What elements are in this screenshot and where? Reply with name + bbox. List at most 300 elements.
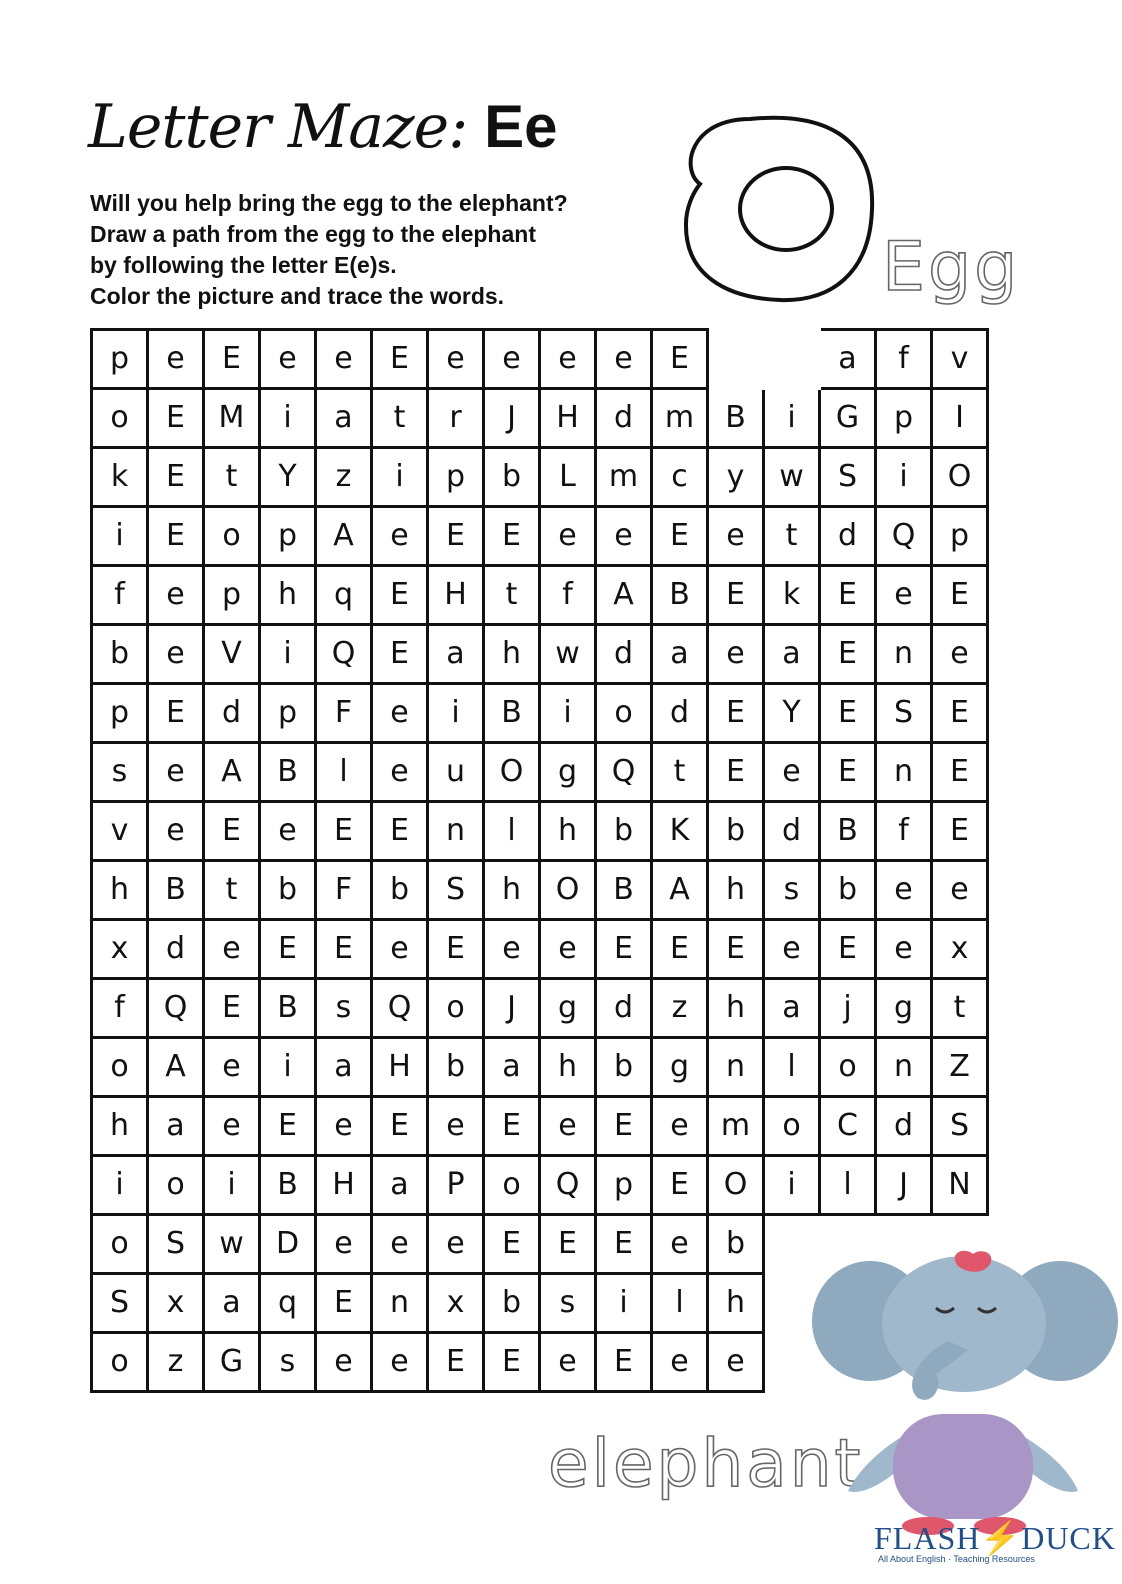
maze-cell[interactable]: J [484, 389, 540, 448]
maze-cell[interactable]: a [652, 625, 708, 684]
maze-cell[interactable]: E [484, 507, 540, 566]
maze-cell[interactable]: E [148, 448, 204, 507]
maze-cell[interactable]: e [372, 743, 428, 802]
maze-cell[interactable]: F [316, 684, 372, 743]
title-letter: Ee [484, 93, 558, 160]
maze-cell[interactable]: h [708, 1274, 764, 1333]
maze-cell[interactable]: E [932, 684, 988, 743]
maze-cell[interactable]: e [372, 684, 428, 743]
elephant-illustration [808, 1246, 1118, 1536]
maze-cell[interactable]: z [148, 1333, 204, 1392]
maze-cell[interactable]: e [764, 920, 820, 979]
maze-cell[interactable]: E [372, 802, 428, 861]
maze-cell[interactable]: o [596, 684, 652, 743]
maze-cell[interactable]: E [708, 566, 764, 625]
maze-cell[interactable]: S [820, 448, 876, 507]
maze-cell[interactable]: l [764, 1038, 820, 1097]
maze-cell[interactable]: S [428, 861, 484, 920]
maze-cell[interactable]: a [484, 1038, 540, 1097]
maze-cell[interactable]: p [876, 389, 932, 448]
maze-cell[interactable]: e [316, 330, 372, 389]
maze-cell[interactable]: p [932, 507, 988, 566]
maze-cell[interactable]: n [708, 1038, 764, 1097]
maze-cell[interactable]: e [876, 566, 932, 625]
maze-cell[interactable]: V [204, 625, 260, 684]
maze-cell[interactable]: G [820, 389, 876, 448]
maze-cell[interactable]: H [428, 566, 484, 625]
maze-cell[interactable]: t [764, 507, 820, 566]
maze-cell[interactable]: E [204, 802, 260, 861]
maze-cell[interactable]: e [484, 330, 540, 389]
maze-cell[interactable]: E [372, 1097, 428, 1156]
maze-cell[interactable]: a [428, 625, 484, 684]
maze-cell[interactable]: e [540, 920, 596, 979]
maze-cell[interactable]: r [428, 389, 484, 448]
maze-cell[interactable]: e [372, 1215, 428, 1274]
maze-cell[interactable]: p [596, 1156, 652, 1215]
maze-cell[interactable]: x [92, 920, 148, 979]
maze-cell[interactable]: e [260, 802, 316, 861]
maze-cell[interactable]: a [316, 389, 372, 448]
maze-cell[interactable]: H [540, 389, 596, 448]
maze-cell[interactable]: e [540, 1097, 596, 1156]
maze-cell[interactable]: E [316, 802, 372, 861]
maze-cell[interactable]: e [540, 507, 596, 566]
maze-cell[interactable]: e [708, 507, 764, 566]
maze-row [92, 1038, 988, 1097]
maze-cell[interactable]: A [204, 743, 260, 802]
maze-cell[interactable]: h [484, 625, 540, 684]
maze-cell[interactable]: i [92, 507, 148, 566]
maze-cell[interactable]: l [652, 1274, 708, 1333]
maze-cell[interactable]: i [372, 448, 428, 507]
maze-cell[interactable]: e [204, 1097, 260, 1156]
logo-tagline: All About English · Teaching Resources [878, 1554, 1035, 1564]
maze-cell[interactable]: E [484, 1333, 540, 1392]
maze-cell[interactable]: E [596, 1333, 652, 1392]
maze-cell[interactable]: Q [148, 979, 204, 1038]
maze-cell[interactable]: J [876, 1156, 932, 1215]
maze-cell[interactable]: t [204, 448, 260, 507]
maze-cell[interactable]: E [652, 330, 708, 389]
maze-cell[interactable]: x [148, 1274, 204, 1333]
maze-cell[interactable]: E [596, 1097, 652, 1156]
maze-cell[interactable]: v [932, 330, 988, 389]
maze-cell[interactable]: p [428, 448, 484, 507]
elephant-shirt [893, 1414, 1033, 1519]
page-title [88, 90, 557, 164]
instruction-line: Draw a path from the egg to the elephant [90, 221, 536, 247]
maze-cell[interactable]: a [764, 979, 820, 1038]
maze-cell[interactable]: I [932, 389, 988, 448]
maze-cell[interactable]: J [484, 979, 540, 1038]
maze-cell[interactable]: k [92, 448, 148, 507]
maze-cell[interactable]: E [820, 920, 876, 979]
instruction-line: Will you help bring the egg to the elephant? [90, 190, 568, 216]
maze-cell[interactable]: L [540, 448, 596, 507]
maze-cell[interactable]: Q [316, 625, 372, 684]
maze-cell[interactable]: z [652, 979, 708, 1038]
maze-cell[interactable]: e [932, 861, 988, 920]
maze-cell[interactable]: m [708, 1097, 764, 1156]
maze-cell[interactable]: B [820, 802, 876, 861]
maze-cell[interactable]: d [876, 1097, 932, 1156]
maze-cell[interactable]: k [764, 566, 820, 625]
maze-cell[interactable]: E [204, 330, 260, 389]
maze-cell[interactable]: i [260, 625, 316, 684]
maze-cell[interactable]: e [204, 1038, 260, 1097]
maze-cell[interactable]: e [484, 920, 540, 979]
maze-cell[interactable]: x [428, 1274, 484, 1333]
maze-cell[interactable]: b [92, 625, 148, 684]
maze-cell[interactable]: g [652, 1038, 708, 1097]
maze-cell[interactable]: e [596, 507, 652, 566]
maze-cell[interactable]: o [204, 507, 260, 566]
maze-cell[interactable]: e [428, 330, 484, 389]
maze-cell[interactable]: e [540, 1333, 596, 1392]
maze-cell[interactable]: t [484, 566, 540, 625]
maze-cell[interactable]: f [876, 802, 932, 861]
maze-cell[interactable]: q [260, 1274, 316, 1333]
maze-cell[interactable]: h [260, 566, 316, 625]
maze-cell[interactable]: e [260, 330, 316, 389]
maze-cell[interactable]: b [596, 1038, 652, 1097]
maze-cell[interactable]: E [820, 684, 876, 743]
maze-cell[interactable]: E [372, 330, 428, 389]
maze-cell[interactable]: Q [540, 1156, 596, 1215]
maze-cell[interactable]: b [428, 1038, 484, 1097]
maze-cell[interactable]: e [540, 330, 596, 389]
maze-cell[interactable]: b [484, 448, 540, 507]
maze-cell[interactable]: B [708, 389, 764, 448]
maze-cell[interactable]: E [260, 920, 316, 979]
logo-right: DUCK [1021, 1520, 1116, 1556]
maze-cell[interactable]: E [932, 743, 988, 802]
maze-cell[interactable]: o [92, 1038, 148, 1097]
maze-cell[interactable]: i [92, 1156, 148, 1215]
maze-cell[interactable]: E [932, 802, 988, 861]
maze-cell[interactable]: h [540, 1038, 596, 1097]
maze-cell[interactable]: E [652, 1156, 708, 1215]
maze-cell[interactable]: b [708, 802, 764, 861]
maze-cell[interactable]: S [92, 1274, 148, 1333]
maze-cell[interactable]: o [820, 1038, 876, 1097]
maze-cell[interactable]: Q [596, 743, 652, 802]
maze-cell[interactable]: C [820, 1097, 876, 1156]
maze-cell[interactable]: D [260, 1215, 316, 1274]
maze-cell[interactable]: s [540, 1274, 596, 1333]
maze-cell[interactable]: i [876, 448, 932, 507]
maze-cell[interactable]: F [316, 861, 372, 920]
maze-cell[interactable]: o [764, 1097, 820, 1156]
maze-cell[interactable]: h [92, 1097, 148, 1156]
maze-cell[interactable]: o [92, 1215, 148, 1274]
maze-cell[interactable]: e [316, 1333, 372, 1392]
maze-cell[interactable]: K [652, 802, 708, 861]
maze-cell[interactable]: g [876, 979, 932, 1038]
maze-cell[interactable]: m [652, 389, 708, 448]
maze-cell[interactable]: e [876, 861, 932, 920]
maze-row [92, 684, 988, 743]
maze-cell[interactable]: b [484, 1274, 540, 1333]
maze-cell[interactable]: y [708, 448, 764, 507]
maze-cell[interactable]: j [820, 979, 876, 1038]
maze-cell[interactable]: t [204, 861, 260, 920]
maze-cell[interactable]: g [540, 979, 596, 1038]
maze-cell[interactable]: E [316, 920, 372, 979]
maze-cell[interactable]: h [540, 802, 596, 861]
maze-cell[interactable]: H [372, 1038, 428, 1097]
maze-cell[interactable]: d [596, 625, 652, 684]
maze-cell[interactable]: n [876, 743, 932, 802]
maze-cell[interactable]: t [372, 389, 428, 448]
maze-cell[interactable]: a [316, 1038, 372, 1097]
maze-cell[interactable]: E [596, 1215, 652, 1274]
maze-cell[interactable]: A [652, 861, 708, 920]
maze-cell[interactable]: d [596, 979, 652, 1038]
maze-cell[interactable]: P [428, 1156, 484, 1215]
maze-row [92, 743, 988, 802]
maze-cell[interactable]: p [204, 566, 260, 625]
maze-cell[interactable]: S [876, 684, 932, 743]
maze-cell[interactable]: e [148, 566, 204, 625]
maze-cell[interactable]: a [764, 625, 820, 684]
maze-cell[interactable]: d [204, 684, 260, 743]
maze-cell[interactable]: O [932, 448, 988, 507]
maze-cell[interactable]: n [876, 625, 932, 684]
maze-cell[interactable]: E [428, 507, 484, 566]
maze-cell[interactable]: B [596, 861, 652, 920]
logo-wordmark [874, 1520, 1116, 1556]
maze-cell[interactable]: b [596, 802, 652, 861]
maze-cell[interactable]: f [876, 330, 932, 389]
maze-cell[interactable]: d [148, 920, 204, 979]
maze-cell[interactable]: O [708, 1156, 764, 1215]
maze-cell[interactable]: o [92, 389, 148, 448]
maze-cell[interactable]: m [596, 448, 652, 507]
maze-cell[interactable]: e [764, 743, 820, 802]
maze-cell[interactable]: E [708, 743, 764, 802]
maze-cell[interactable]: f [540, 566, 596, 625]
maze-cell[interactable]: e [596, 330, 652, 389]
maze-cell[interactable]: e [372, 1333, 428, 1392]
maze-cell[interactable]: s [764, 861, 820, 920]
maze-cell[interactable]: w [540, 625, 596, 684]
maze-cell[interactable]: M [204, 389, 260, 448]
maze-cell[interactable]: p [260, 684, 316, 743]
maze-row [92, 1156, 988, 1215]
maze-cell[interactable]: b [372, 861, 428, 920]
maze-cell[interactable]: e [708, 1333, 764, 1392]
maze-cell[interactable]: p [92, 330, 148, 389]
maze-cell[interactable]: e [652, 1215, 708, 1274]
elephant-head [882, 1256, 1046, 1392]
maze-cell[interactable]: a [820, 330, 876, 389]
maze-cell[interactable]: q [316, 566, 372, 625]
maze-cell[interactable]: B [260, 1156, 316, 1215]
maze-cell[interactable]: e [204, 920, 260, 979]
maze-cell[interactable]: A [316, 507, 372, 566]
maze-cell[interactable]: S [148, 1215, 204, 1274]
maze-cell[interactable]: E [820, 625, 876, 684]
maze-row [92, 861, 988, 920]
maze-cell[interactable]: i [540, 684, 596, 743]
maze-cell[interactable]: E [652, 507, 708, 566]
maze-cell[interactable]: n [372, 1274, 428, 1333]
maze-cell[interactable]: b [260, 861, 316, 920]
maze-cell[interactable]: l [316, 743, 372, 802]
maze-cell[interactable]: f [92, 979, 148, 1038]
maze-cell[interactable]: E [260, 1097, 316, 1156]
maze-cell[interactable]: A [148, 1038, 204, 1097]
maze-cell[interactable]: B [260, 979, 316, 1038]
maze-cell[interactable]: E [708, 920, 764, 979]
maze-cell[interactable]: i [764, 1156, 820, 1215]
maze-cell[interactable]: E [596, 920, 652, 979]
maze-cell[interactable]: i [204, 1156, 260, 1215]
maze-row [92, 566, 988, 625]
maze-cell[interactable]: A [596, 566, 652, 625]
maze-cell[interactable]: E [204, 979, 260, 1038]
maze-cell[interactable]: i [260, 389, 316, 448]
maze-row [92, 802, 988, 861]
egg-trace-word[interactable]: Egg [882, 228, 1021, 307]
maze-cell[interactable]: a [148, 1097, 204, 1156]
maze-cell[interactable]: e [876, 920, 932, 979]
maze-cell[interactable]: a [372, 1156, 428, 1215]
letter-maze-grid[interactable] [90, 328, 989, 1393]
maze-cell[interactable]: e [148, 743, 204, 802]
maze-cell[interactable]: d [652, 684, 708, 743]
maze-cell[interactable]: o [484, 1156, 540, 1215]
maze-cell[interactable]: e [372, 920, 428, 979]
maze-cell[interactable]: f [92, 566, 148, 625]
title-main: Letter Maze: [88, 92, 468, 162]
maze-cell[interactable]: d [596, 389, 652, 448]
maze-cell[interactable]: e [652, 1333, 708, 1392]
maze-cell[interactable]: s [260, 1333, 316, 1392]
maze-cell[interactable]: E [484, 1215, 540, 1274]
maze-cell[interactable]: O [484, 743, 540, 802]
maze-cell[interactable]: h [484, 861, 540, 920]
maze-cell[interactable]: c [652, 448, 708, 507]
maze-cell[interactable]: H [316, 1156, 372, 1215]
maze-cell[interactable]: w [204, 1215, 260, 1274]
maze-cell[interactable]: u [428, 743, 484, 802]
maze-cell[interactable]: l [484, 802, 540, 861]
maze-cell[interactable]: E [540, 1215, 596, 1274]
maze-cell[interactable]: e [148, 625, 204, 684]
maze-cell[interactable]: g [540, 743, 596, 802]
instructions [90, 188, 568, 312]
maze-cell[interactable]: p [92, 684, 148, 743]
maze-cell[interactable]: e [428, 1215, 484, 1274]
maze-cell[interactable]: S [932, 1097, 988, 1156]
maze-cell[interactable]: i [260, 1038, 316, 1097]
maze-cell[interactable]: B [148, 861, 204, 920]
maze-cell[interactable]: e [708, 625, 764, 684]
maze-cell[interactable]: w [764, 448, 820, 507]
maze-cell[interactable]: E [372, 625, 428, 684]
maze-row [92, 625, 988, 684]
maze-cell[interactable]: E [148, 507, 204, 566]
maze-cell[interactable]: E [820, 743, 876, 802]
maze-cell[interactable]: s [316, 979, 372, 1038]
maze-cell[interactable]: E [316, 1274, 372, 1333]
maze-cell[interactable]: s [92, 743, 148, 802]
maze-cell-empty [764, 330, 820, 389]
maze-cell[interactable]: e [372, 507, 428, 566]
maze-cell[interactable]: d [764, 802, 820, 861]
maze-cell[interactable]: x [932, 920, 988, 979]
maze-cell[interactable]: h [708, 861, 764, 920]
maze-cell[interactable]: b [708, 1215, 764, 1274]
maze-cell[interactable]: E [372, 566, 428, 625]
maze-cell[interactable]: z [316, 448, 372, 507]
elephant-trace-word[interactable]: elephant [548, 1425, 864, 1502]
maze-cell[interactable]: Z [932, 1038, 988, 1097]
maze-cell[interactable]: h [708, 979, 764, 1038]
maze-cell[interactable]: E [148, 684, 204, 743]
maze-cell[interactable]: e [316, 1215, 372, 1274]
maze-cell[interactable]: E [428, 1333, 484, 1392]
maze-cell[interactable]: B [260, 743, 316, 802]
maze-cell[interactable]: E [820, 566, 876, 625]
maze-cell[interactable]: e [428, 1097, 484, 1156]
maze-cell[interactable]: E [652, 920, 708, 979]
maze-cell[interactable]: e [148, 802, 204, 861]
maze-cell[interactable]: Q [372, 979, 428, 1038]
maze-cell[interactable]: h [92, 861, 148, 920]
maze-cell[interactable]: E [484, 1097, 540, 1156]
maze-cell[interactable]: n [876, 1038, 932, 1097]
maze-cell[interactable]: e [148, 330, 204, 389]
maze-row [92, 979, 988, 1038]
maze-cell[interactable]: o [148, 1156, 204, 1215]
maze-cell[interactable]: d [820, 507, 876, 566]
maze-cell[interactable]: i [596, 1274, 652, 1333]
maze-cell[interactable]: v [92, 802, 148, 861]
maze-cell[interactable]: a [204, 1274, 260, 1333]
maze-cell[interactable]: E [932, 566, 988, 625]
maze-cell[interactable]: t [652, 743, 708, 802]
maze-cell[interactable]: E [428, 920, 484, 979]
maze-cell[interactable]: o [428, 979, 484, 1038]
maze-cell[interactable]: o [92, 1333, 148, 1392]
maze-cell[interactable]: i [428, 684, 484, 743]
maze-cell[interactable]: G [204, 1333, 260, 1392]
maze-cell[interactable]: E [708, 684, 764, 743]
maze-cell[interactable]: b [820, 861, 876, 920]
maze-cell[interactable]: O [540, 861, 596, 920]
maze-cell[interactable]: e [932, 625, 988, 684]
maze-cell[interactable]: p [260, 507, 316, 566]
maze-cell[interactable]: B [652, 566, 708, 625]
maze-cell[interactable]: n [428, 802, 484, 861]
maze-cell[interactable]: B [484, 684, 540, 743]
maze-cell[interactable]: Q [876, 507, 932, 566]
maze-cell[interactable]: e [316, 1097, 372, 1156]
maze-cell[interactable]: l [820, 1156, 876, 1215]
maze-cell[interactable]: N [932, 1156, 988, 1215]
maze-cell[interactable]: t [932, 979, 988, 1038]
maze-row [92, 448, 988, 507]
maze-cell[interactable]: e [652, 1097, 708, 1156]
maze-cell[interactable]: E [148, 389, 204, 448]
maze-cell[interactable]: Y [260, 448, 316, 507]
maze-cell[interactable]: Y [764, 684, 820, 743]
maze-cell[interactable]: i [764, 389, 820, 448]
